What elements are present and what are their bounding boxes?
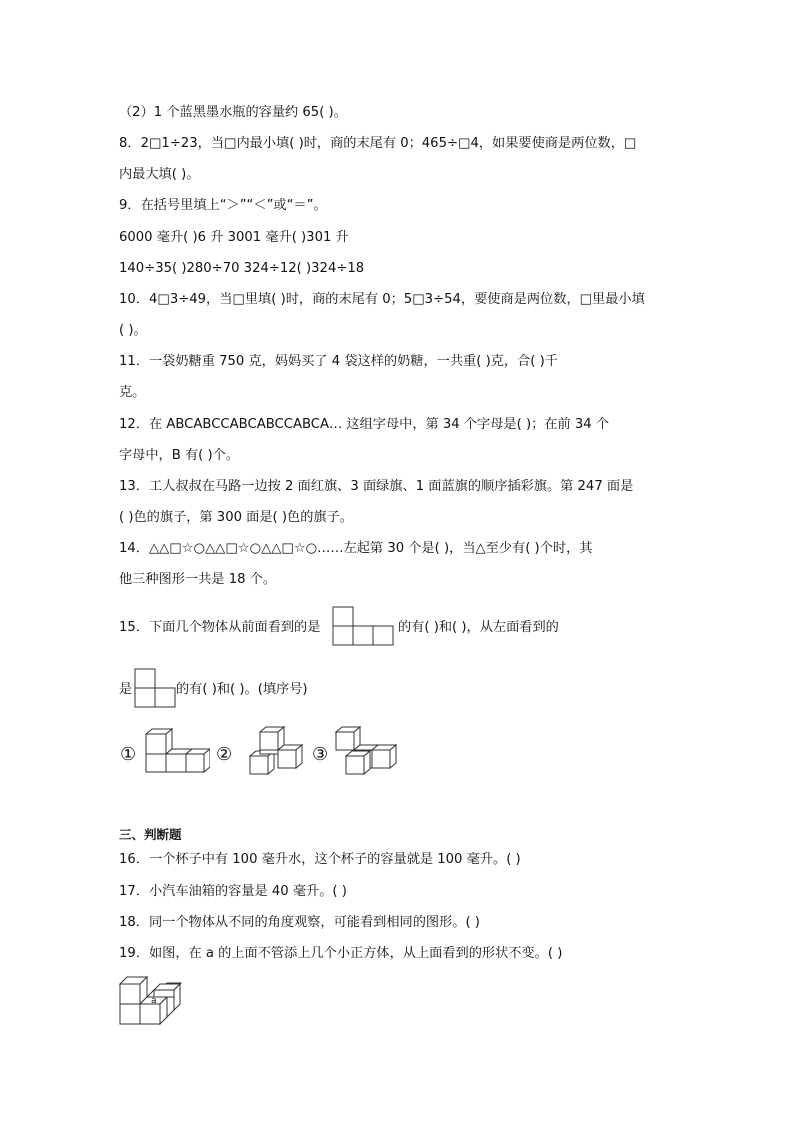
question-17: 17．小汽车油箱的容量是 40 毫升。( ): [119, 884, 347, 899]
question-14-cont: 他三种图形一共是 18 个。: [119, 572, 277, 587]
question-18: 18．同一个物体从不同的角度观察，可能看到相同的图形。( ): [119, 915, 480, 930]
cube-figure-2: [238, 726, 304, 776]
question-15-line2: [119, 681, 132, 699]
question-14: 14．△△□☆○△△□☆○△△□☆○……左起第 30 个是( )，当△至少有( )个时，其: [119, 541, 593, 556]
figure-1-label: ①: [120, 744, 137, 765]
front-view-figure: [332, 606, 396, 646]
question-15-text-c: 是: [119, 682, 133, 697]
question-11-cont: 克。: [119, 385, 146, 400]
question-9: 9．在括号里填上“＞”“＜”或“＝”。: [119, 198, 327, 213]
question-10: 10．4□3÷49，当□里填( )时，商的末尾有 0；5□3÷54，要使商是两位数，□里最小填: [119, 292, 645, 307]
question-13-cont: ( )色的旗子，第 300 面是( )色的旗子。: [119, 510, 353, 525]
cube-figure-1: [142, 728, 210, 774]
line-2-volume: （2）1 个蓝黑墨水瓶的容量约 65( )。: [119, 105, 347, 120]
cube-figure-3: [334, 726, 400, 776]
question-8-cont: 内最大填( )。: [119, 167, 200, 182]
question-15-text-a: 15．下面几个物体从前面看到的是: [119, 620, 321, 635]
label-a: a: [151, 996, 157, 1006]
question-13: 13．工人叔叔在马路一边按 2 面红旗、3 面绿旗、1 面蓝旗的顺序插彩旗。第 247 面是: [119, 479, 634, 494]
question-9-row2: 140÷35( )280÷70 324÷12( )324÷18: [119, 261, 365, 276]
question-15-text-d: 的有( )和( )。(填序号): [176, 682, 308, 697]
question-15: [119, 619, 320, 637]
question-15-text-d-wrap: [176, 681, 308, 699]
figure-2-label: ②: [216, 744, 233, 765]
question-16: 16．一个杯子中有 100 毫升水，这个杯子的容量就是 100 毫升。( ): [119, 852, 521, 867]
cube-figure-q19: [118, 976, 184, 1028]
question-19: 19．如图，在 a 的上面不管添上几个小正方体，从上面看到的形状不变。( ): [119, 946, 563, 961]
question-10-cont: ( )。: [119, 323, 147, 338]
left-view-figure: [134, 668, 178, 708]
question-9-row1: 6000 毫升( )6 升 3001 毫升( )301 升: [119, 230, 349, 245]
question-15-text-b-wrap: [398, 619, 559, 637]
figure-3-label: ③: [312, 744, 329, 765]
question-12: 12．在 ABCABCCABCABCCABCA… 这组字母中，第 34 个字母是( )；在前 34 个: [119, 417, 610, 432]
section-3-heading: 三、判断题: [119, 827, 182, 842]
question-8: 8．2□1÷23，当□内最小填( )时，商的末尾有 0；465÷□4，如果要使商是两位数，□: [119, 136, 637, 151]
question-11: 11．一袋奶糖重 750 克，妈妈买了 4 袋这样的奶糖，一共重( )克，合( )千: [119, 354, 558, 369]
question-12-cont: 字母中，B 有( )个。: [119, 448, 240, 463]
question-15-text-b: 的有( )和( )，从左面看到的: [398, 620, 559, 635]
